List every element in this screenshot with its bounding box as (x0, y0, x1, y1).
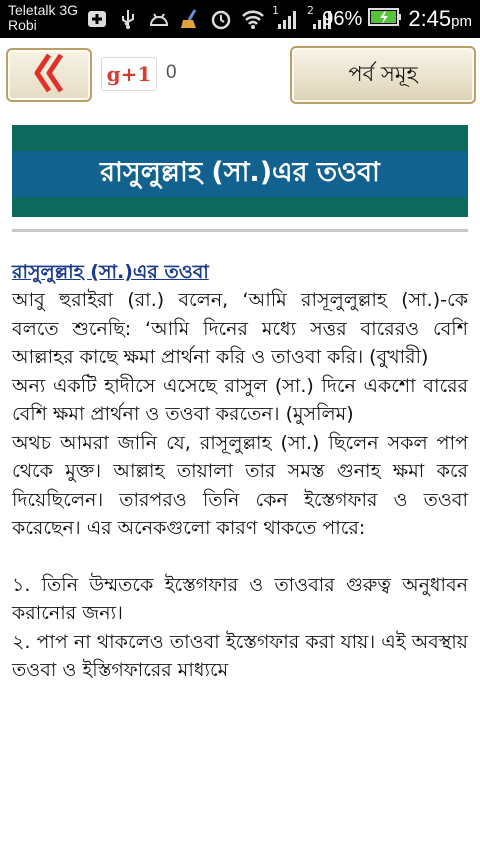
chapters-label: পর্ব সমূহ (348, 61, 418, 86)
title-banner (12, 125, 468, 217)
clock-suffix: pm (451, 13, 472, 30)
paragraph-2: অন্য একটি হাদীসে এসেছে রাসুল (সা.) দিনে একশো বারের বেশি ক্ষমা প্রার্থনা ও তওবা করতেন। (মুসলিম) (12, 374, 468, 425)
list-item-1: ১. তিনি উম্মতকে ইস্তেগফার ও তাওবার গুরুত্ব অনুধাবন করানোর জন্য। (12, 573, 468, 624)
wifi-icon (241, 8, 263, 30)
usb-icon (117, 8, 139, 30)
status-right (322, 5, 472, 33)
title-banner-strip (12, 151, 468, 197)
clock (408, 6, 472, 32)
double-chevron-left-icon (29, 52, 69, 98)
battery-charging-icon (368, 7, 402, 31)
status-bar (0, 0, 480, 38)
clock-time: 2:45 (408, 6, 452, 31)
back-button[interactable] (6, 48, 92, 102)
alarm-icon (210, 8, 232, 30)
chapters-button[interactable] (290, 46, 476, 104)
notification-icons (86, 6, 333, 32)
sim1-label: 1 (272, 4, 279, 17)
carrier-line-2: Robi (8, 17, 37, 33)
google-plus-count: 0 (166, 62, 177, 83)
google-plus-one-button[interactable] (101, 57, 157, 91)
paragraph-spacer (12, 543, 468, 571)
cleaner-broom-icon (179, 8, 201, 30)
android-debug-icon (148, 8, 170, 30)
add-notification-icon (86, 8, 108, 30)
article-heading: রাসুলুল্লাহ (সা.)এর তওবা (12, 261, 209, 283)
carrier-line-1: Teletalk 3G (8, 2, 79, 18)
paragraph-3: অথচ আমরা জানি যে, রাসূলুল্লাহ (সা.) ছিলেন সকল পাপ থেকে মুক্ত। আল্লাহ তায়ালা তার সমস্ত গুনাহ ক্ষমা করে দিয়েছিলেন। তারপরও তিনি কেন ইস্তেগফার ও তওবা করেছেন। এর অনেকগুলো কারণ থাকতে পারে: (12, 431, 468, 539)
page-title: রাসুলুল্লাহ (সা.)এর তওবা (100, 156, 380, 188)
sim2-label: 2 (307, 4, 314, 17)
carrier-label (8, 3, 78, 33)
divider (12, 229, 468, 232)
battery-percent: 96% (322, 7, 363, 30)
google-plus-label: g+1 (106, 62, 152, 86)
paragraph-1: আবু হুরাইরা (রা.) বলেন, ‘আমি রাসূলুলুল্লাহ (সা.)-কে বলতে শুনেছি: ‘আমি দিনের মধ্যে সত্তর বারেরও বেশি আল্লাহর কাছে ক্ষমা প্রার্থনা করি ও তাওবা করি। (বুখারী) (12, 289, 468, 368)
signal-sim1-icon (272, 4, 298, 30)
list-item-2: ২. পাপ না থাকলেও তাওবা ইস্তেগফার করা যায়। এই অবস্থায় তওবা ও ইস্তিগফারের মাধ্যমে (12, 630, 468, 681)
article-body[interactable] (12, 258, 468, 685)
